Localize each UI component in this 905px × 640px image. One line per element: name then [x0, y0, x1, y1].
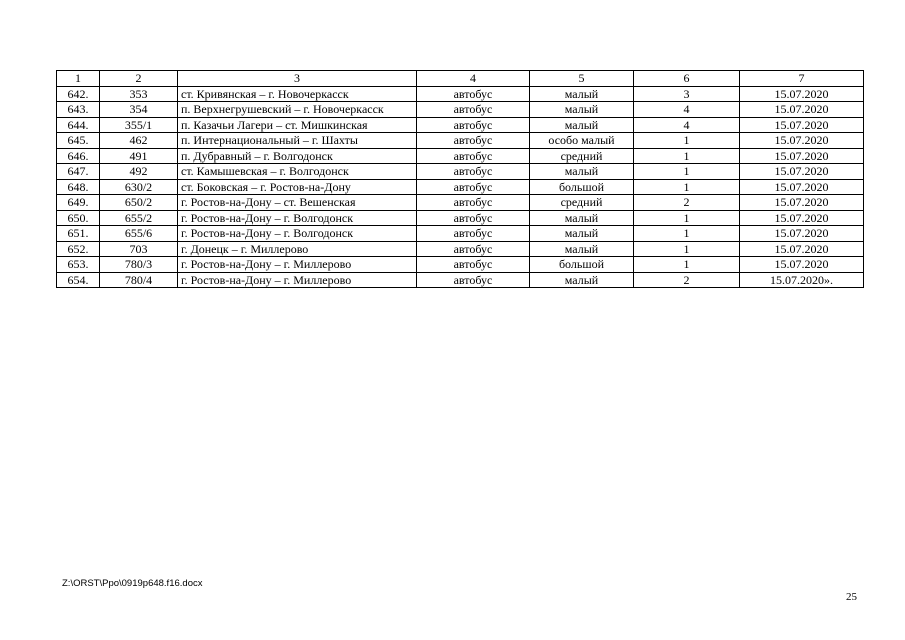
transport-type-cell: автобус — [417, 257, 530, 273]
row-number-cell: 642. — [57, 86, 100, 102]
table-header-row — [57, 71, 864, 87]
routes-table-body — [57, 71, 864, 288]
row-number-cell: 643. — [57, 102, 100, 118]
route-name-cell: г. Ростов-на-Дону – ст. Вешенская — [178, 195, 417, 211]
start-date-cell: 15.07.2020 — [740, 133, 864, 149]
transport-type-cell: автобус — [417, 164, 530, 180]
vehicle-class-cell: малый — [530, 164, 634, 180]
row-number-cell: 649. — [57, 195, 100, 211]
table-row — [57, 210, 864, 226]
route-name-cell: г. Ростов-на-Дону – г. Волгодонск — [178, 226, 417, 242]
vehicle-count-cell: 1 — [634, 133, 740, 149]
vehicle-count-cell: 1 — [634, 179, 740, 195]
row-number-cell: 646. — [57, 148, 100, 164]
header-cell-2: 2 — [100, 71, 178, 87]
vehicle-class-cell: средний — [530, 195, 634, 211]
vehicle-class-cell: средний — [530, 148, 634, 164]
route-name-cell: п. Интернациональный – г. Шахты — [178, 133, 417, 149]
start-date-cell: 15.07.2020 — [740, 164, 864, 180]
transport-type-cell: автобус — [417, 148, 530, 164]
start-date-cell: 15.07.2020 — [740, 241, 864, 257]
transport-type-cell: автобус — [417, 226, 530, 242]
vehicle-count-cell: 1 — [634, 226, 740, 242]
vehicle-class-cell: особо малый — [530, 133, 634, 149]
vehicle-class-cell: малый — [530, 210, 634, 226]
route-number-cell: 650/2 — [100, 195, 178, 211]
vehicle-count-cell: 1 — [634, 164, 740, 180]
vehicle-count-cell: 2 — [634, 272, 740, 288]
start-date-cell: 15.07.2020 — [740, 86, 864, 102]
row-number-cell: 653. — [57, 257, 100, 273]
header-cell-6: 6 — [634, 71, 740, 87]
header-cell-3: 3 — [178, 71, 417, 87]
vehicle-class-cell: малый — [530, 86, 634, 102]
table-row — [57, 272, 864, 288]
route-number-cell: 462 — [100, 133, 178, 149]
route-number-cell: 630/2 — [100, 179, 178, 195]
route-name-cell: ст. Кривянская – г. Новочеркасск — [178, 86, 417, 102]
vehicle-count-cell: 4 — [634, 117, 740, 133]
row-number-cell: 644. — [57, 117, 100, 133]
header-cell-7: 7 — [740, 71, 864, 87]
header-cell-4: 4 — [417, 71, 530, 87]
transport-type-cell: автобус — [417, 86, 530, 102]
transport-type-cell: автобус — [417, 102, 530, 118]
table-row — [57, 164, 864, 180]
page-number: 25 — [846, 591, 857, 603]
route-name-cell: г. Донецк – г. Миллерово — [178, 241, 417, 257]
start-date-cell: 15.07.2020 — [740, 226, 864, 242]
header-cell-5: 5 — [530, 71, 634, 87]
route-name-cell: ст. Камышевская – г. Волгодонск — [178, 164, 417, 180]
vehicle-count-cell: 2 — [634, 195, 740, 211]
vehicle-count-cell: 4 — [634, 102, 740, 118]
route-name-cell: г. Ростов-на-Дону – г. Миллерово — [178, 257, 417, 273]
vehicle-class-cell: малый — [530, 102, 634, 118]
route-name-cell: п. Верхнегрушевский – г. Новочеркасск — [178, 102, 417, 118]
vehicle-class-cell: большой — [530, 179, 634, 195]
table-row — [57, 133, 864, 149]
route-number-cell: 655/2 — [100, 210, 178, 226]
route-number-cell: 355/1 — [100, 117, 178, 133]
table-row — [57, 257, 864, 273]
route-name-cell: г. Ростов-на-Дону – г. Волгодонск — [178, 210, 417, 226]
route-number-cell: 703 — [100, 241, 178, 257]
transport-type-cell: автобус — [417, 133, 530, 149]
row-number-cell: 648. — [57, 179, 100, 195]
route-name-cell: п. Казачьи Лагери – ст. Мишкинская — [178, 117, 417, 133]
table-row — [57, 241, 864, 257]
route-number-cell: 780/4 — [100, 272, 178, 288]
vehicle-class-cell: малый — [530, 241, 634, 257]
table-row — [57, 148, 864, 164]
table-row — [57, 86, 864, 102]
table-row — [57, 179, 864, 195]
row-number-cell: 645. — [57, 133, 100, 149]
start-date-cell: 15.07.2020 — [740, 195, 864, 211]
header-cell-1: 1 — [57, 71, 100, 87]
route-name-cell: г. Ростов-на-Дону – г. Миллерово — [178, 272, 417, 288]
transport-type-cell: автобус — [417, 179, 530, 195]
row-number-cell: 652. — [57, 241, 100, 257]
table-row — [57, 195, 864, 211]
row-number-cell: 647. — [57, 164, 100, 180]
table-row — [57, 117, 864, 133]
vehicle-class-cell: малый — [530, 117, 634, 133]
vehicle-count-cell: 1 — [634, 241, 740, 257]
transport-type-cell: автобус — [417, 210, 530, 226]
transport-type-cell: автобус — [417, 241, 530, 257]
start-date-cell: 15.07.2020 — [740, 179, 864, 195]
route-name-cell: ст. Боковская – г. Ростов-на-Дону — [178, 179, 417, 195]
vehicle-count-cell: 1 — [634, 257, 740, 273]
vehicle-class-cell: большой — [530, 257, 634, 273]
row-number-cell: 654. — [57, 272, 100, 288]
vehicle-count-cell: 3 — [634, 86, 740, 102]
route-number-cell: 655/6 — [100, 226, 178, 242]
row-number-cell: 651. — [57, 226, 100, 242]
transport-type-cell: автобус — [417, 195, 530, 211]
routes-table — [56, 70, 864, 288]
vehicle-class-cell: малый — [530, 272, 634, 288]
start-date-cell: 15.07.2020 — [740, 102, 864, 118]
vehicle-count-cell: 1 — [634, 148, 740, 164]
vehicle-class-cell: малый — [530, 226, 634, 242]
route-number-cell: 354 — [100, 102, 178, 118]
start-date-cell: 15.07.2020 — [740, 257, 864, 273]
start-date-cell: 15.07.2020 — [740, 117, 864, 133]
route-number-cell: 353 — [100, 86, 178, 102]
start-date-cell: 15.07.2020 — [740, 148, 864, 164]
route-number-cell: 492 — [100, 164, 178, 180]
vehicle-count-cell: 1 — [634, 210, 740, 226]
table-row — [57, 226, 864, 242]
file-path-footer: Z:\ORST\Ppo\0919p648.f16.docx — [62, 578, 203, 589]
transport-type-cell: автобус — [417, 272, 530, 288]
route-name-cell: п. Дубравный – г. Волгодонск — [178, 148, 417, 164]
route-number-cell: 491 — [100, 148, 178, 164]
start-date-cell: 15.07.2020». — [740, 272, 864, 288]
route-number-cell: 780/3 — [100, 257, 178, 273]
start-date-cell: 15.07.2020 — [740, 210, 864, 226]
row-number-cell: 650. — [57, 210, 100, 226]
table-row — [57, 102, 864, 118]
transport-type-cell: автобус — [417, 117, 530, 133]
